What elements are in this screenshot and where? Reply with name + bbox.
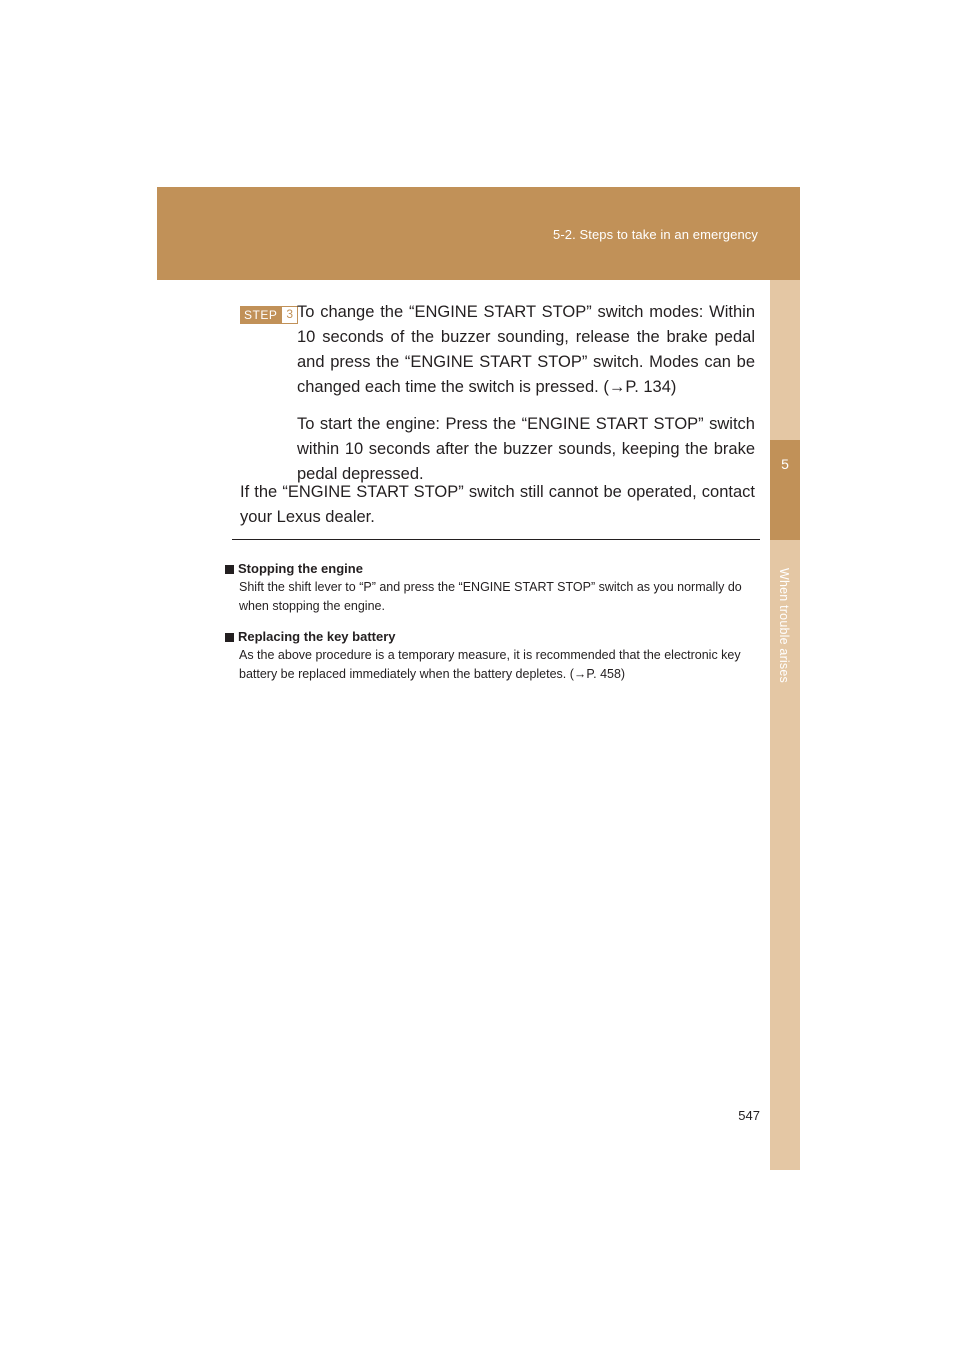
square-bullet-icon — [225, 633, 234, 642]
chapter-number: 5 — [781, 456, 789, 472]
step-paragraph-modes: To change the “ENGINE START STOP” switch modes: Within 10 seconds of the buzzer sounding, release the brake pedal and press the “ENGINE START STOP” switch. Modes can be changed each time the switch is pressed. (→P. 134) — [297, 303, 755, 396]
section-title: 5-2. Steps to take in an emergency — [552, 227, 758, 242]
step-badge — [240, 306, 298, 324]
side-strip — [770, 280, 800, 1170]
step-label: STEP — [240, 306, 281, 324]
note-title: Replacing the key battery — [238, 629, 396, 644]
divider — [232, 539, 760, 540]
note-heading — [225, 628, 755, 646]
step-paragraph-start: To start the engine: Press the “ENGINE START STOP” switch within 10 seconds after the buzzer sounds, keeping the brake pedal depressed. — [297, 415, 755, 483]
note-body: As the above procedure is a temporary measure, it is recommended that the electronic key battery be replaced immediately when the battery depletes. (→P. 458) — [239, 648, 741, 681]
note-replacing-key-battery — [225, 628, 755, 684]
notes — [225, 560, 755, 696]
main-paragraph: If the “ENGINE START STOP” switch still cannot be operated, contact your Lexus dealer. — [240, 483, 755, 526]
step-number: 3 — [281, 306, 298, 324]
note-stopping-engine — [225, 560, 755, 616]
chapter-label: When trouble arises — [777, 568, 791, 683]
chapter-tab[interactable] — [770, 440, 800, 540]
page-number: 547 — [738, 1108, 760, 1123]
note-body: Shift the shift lever to “P” and press the “ENGINE START STOP” switch as you normally do when stopping the engine. — [239, 580, 742, 613]
note-heading — [225, 560, 755, 578]
square-bullet-icon — [225, 565, 234, 574]
header-band — [157, 187, 800, 280]
step-text — [297, 300, 755, 499]
note-title: Stopping the engine — [238, 561, 363, 576]
